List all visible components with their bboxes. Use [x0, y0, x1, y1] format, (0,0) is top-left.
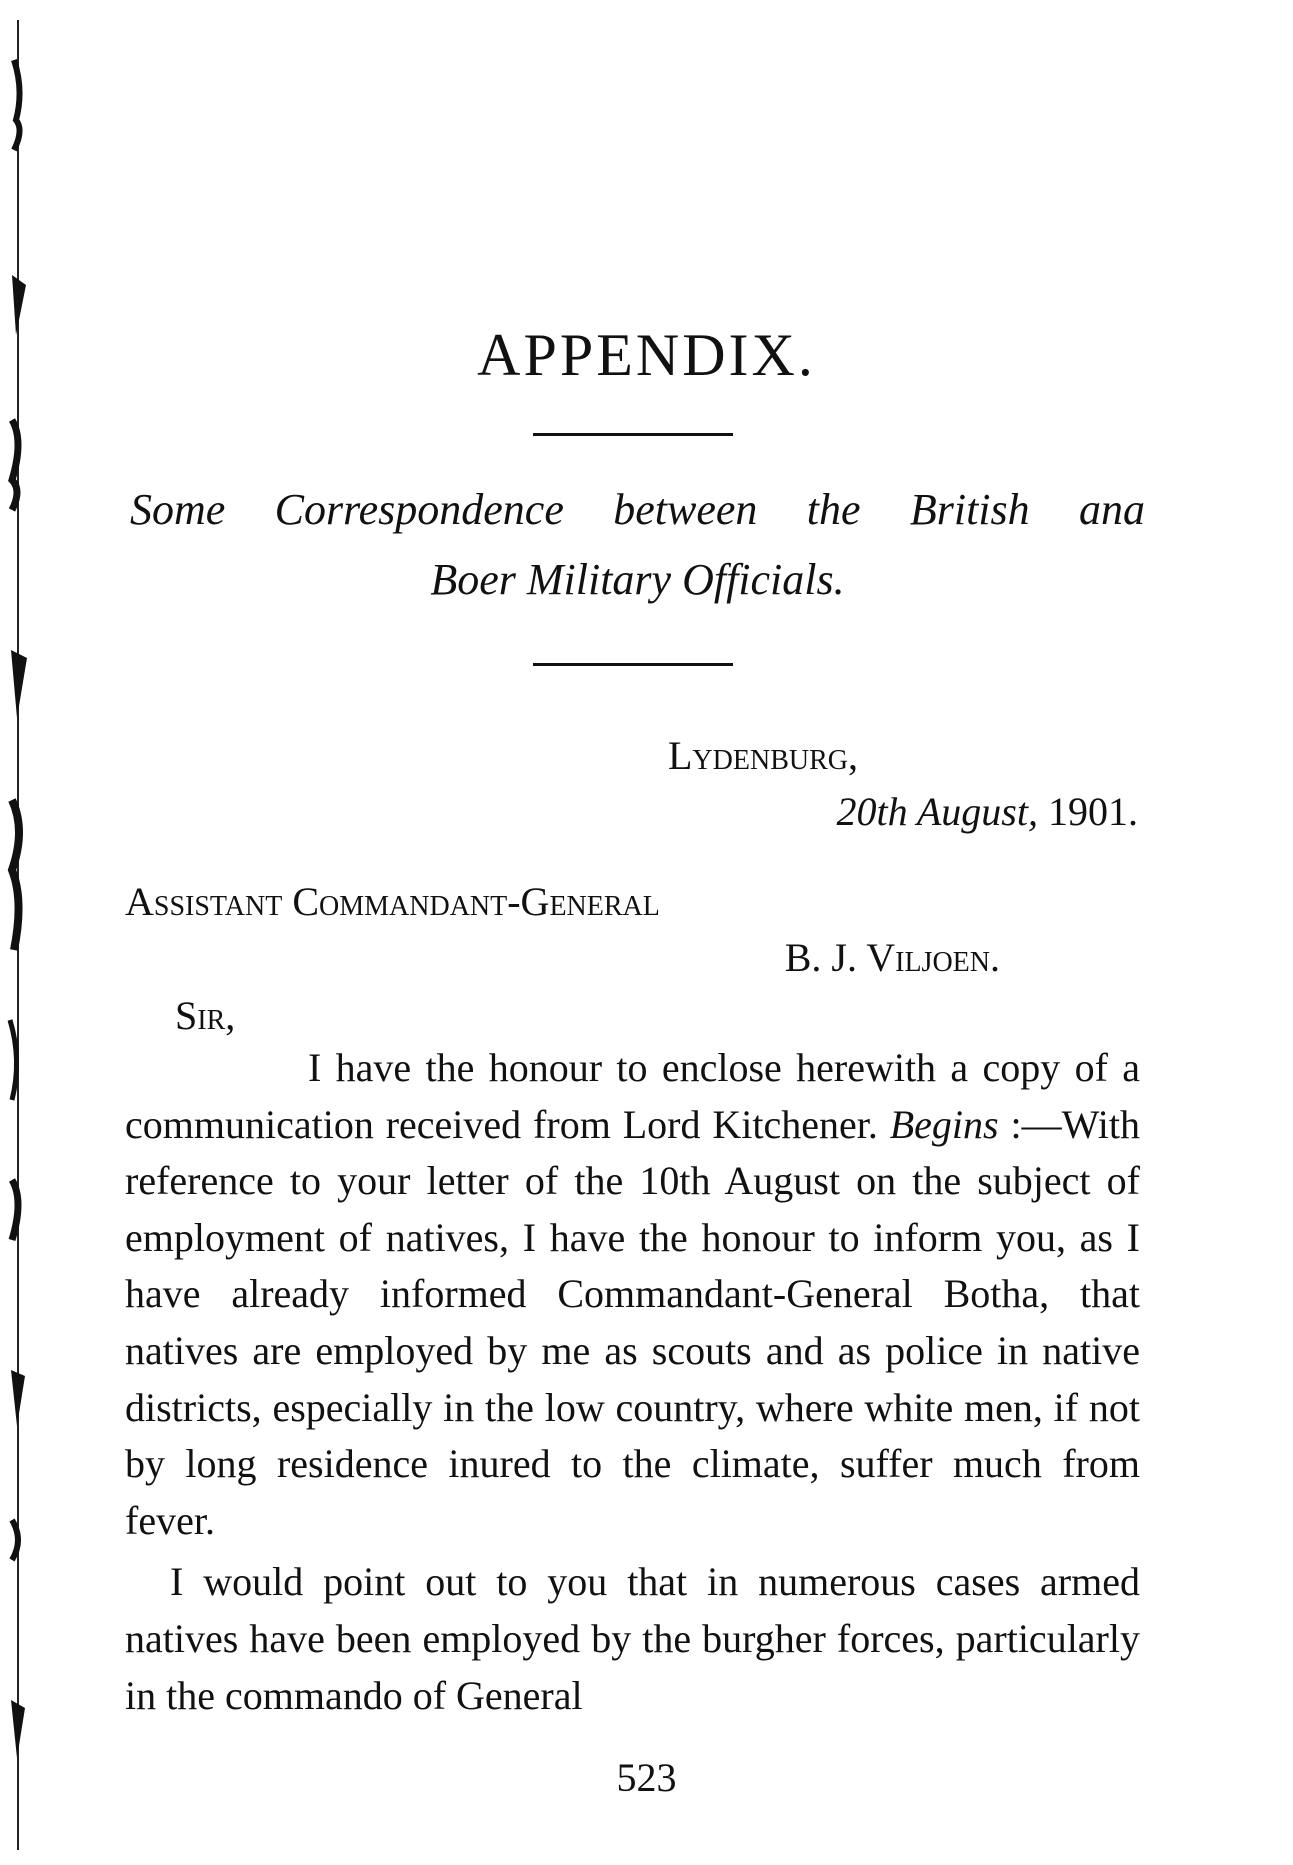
letter-recipient-name: B. J. Viljoen.	[784, 935, 1000, 980]
title-rule	[533, 433, 733, 436]
letter-place: Lydenburg,	[668, 733, 858, 778]
letter-date	[836, 786, 1138, 838]
letter-body	[125, 1040, 1140, 1724]
subtitle-line-2: Boer Military Officials.	[430, 555, 845, 604]
letter-recipient: Assistant Commandant-General	[125, 879, 660, 924]
paragraph-italic: Begins	[889, 1101, 999, 1147]
page-number: 523	[616, 1755, 677, 1800]
letter-salutation: Sir,	[175, 993, 236, 1038]
paragraph: I would point out to you that in numerous cases armed natives have been employed by the burgher forces, particularly in the commando of General	[125, 1559, 1140, 1718]
paragraph-text: I have the honour to enclose herewith a copy of a communication received from Lord Kitchener.	[125, 1045, 1140, 1147]
paragraph	[125, 1040, 1140, 1549]
binding-edge	[6, 20, 36, 1850]
appendix-title: APPENDIX.	[477, 322, 816, 388]
letter-date-year: 1901.	[1038, 789, 1138, 834]
paragraph-text: :—With reference to your letter of the 10th August on the subject of employment of natives, I have the honour to inform you, as I have already informed Commandant-General Botha, that natives are employed by me as scouts and as police in native districts, especially in the low country, where white men, if not by long residence inured to the climate, suffer much from fever.	[125, 1101, 1140, 1543]
subtitle-line-1: Some Correspondence between the British ana	[130, 485, 1145, 534]
subtitle-rule	[533, 663, 733, 666]
letter-date-day: 20th August,	[836, 789, 1038, 834]
